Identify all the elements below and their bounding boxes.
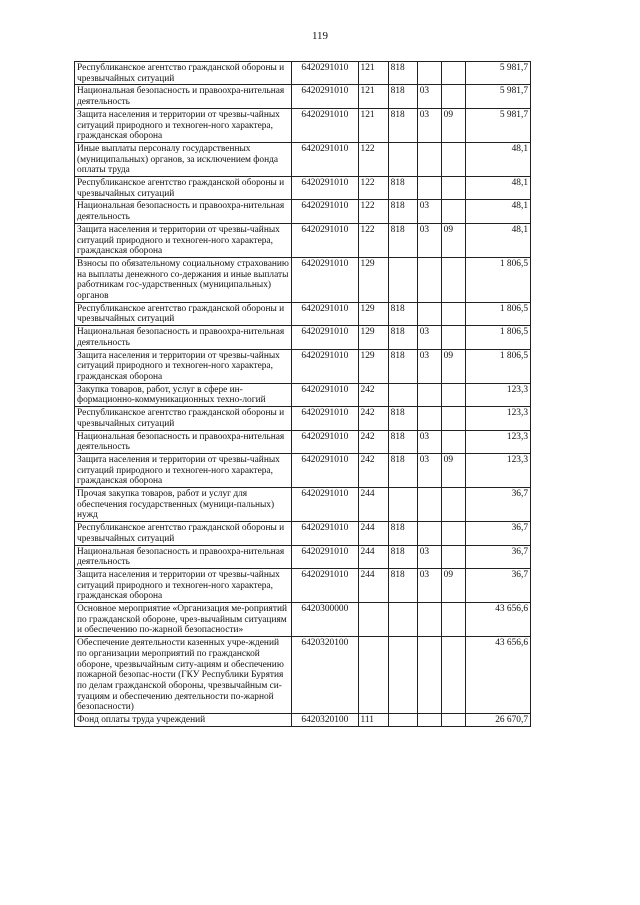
row-name-cell: Национальная безопасность и правоохра-нительная деятельность [75, 326, 292, 349]
section-code-cell [417, 142, 441, 176]
table-row [75, 637, 531, 714]
expense-type-cell: 121 [358, 85, 388, 108]
subsection-code-cell: 09 [441, 568, 465, 602]
table-row [75, 488, 531, 522]
subsection-code-cell [441, 603, 465, 637]
table-row [75, 142, 531, 176]
subsection-code-cell [441, 637, 465, 714]
amount-cell: 48,1 [465, 142, 530, 176]
subsection-code-cell: 09 [441, 223, 465, 257]
table-row [75, 407, 531, 430]
ministry-code-cell: 818 [388, 200, 417, 223]
table-row [75, 200, 531, 223]
expense-type-cell: 129 [358, 326, 388, 349]
table-row [75, 568, 531, 602]
target-code-cell: 6420291010 [292, 223, 358, 257]
target-code-cell: 6420320100 [292, 637, 358, 714]
target-code-cell: 6420291010 [292, 200, 358, 223]
ministry-code-cell: 818 [388, 62, 417, 85]
subsection-code-cell [441, 488, 465, 522]
row-name-cell: Республиканское агентство гражданской обороны и чрезвычайных ситуаций [75, 62, 292, 85]
row-name-cell: Республиканское агентство гражданской обороны и чрезвычайных ситуаций [75, 302, 292, 325]
row-name-cell: Республиканское агентство гражданской обороны и чрезвычайных ситуаций [75, 177, 292, 200]
ministry-code-cell [388, 637, 417, 714]
row-name-cell: Защита населения и территории от чрезвы-чайных ситуаций природного и техноген-ного характера, гражданская оборона [75, 453, 292, 487]
section-code-cell [417, 62, 441, 85]
table-row [75, 349, 531, 383]
amount-cell: 123,3 [465, 430, 530, 453]
target-code-cell: 6420291010 [292, 568, 358, 602]
section-code-cell [417, 177, 441, 200]
expense-type-cell: 122 [358, 223, 388, 257]
expense-type-cell [358, 637, 388, 714]
expense-type-cell: 122 [358, 177, 388, 200]
target-code-cell: 6420291010 [292, 302, 358, 325]
ministry-code-cell: 818 [388, 407, 417, 430]
subsection-code-cell [441, 430, 465, 453]
subsection-code-cell: 09 [441, 349, 465, 383]
target-code-cell: 6420291010 [292, 108, 358, 142]
row-name-cell: Защита населения и территории от чрезвы-чайных ситуаций природного и техноген-ного характера, гражданская оборона [75, 568, 292, 602]
budget-table [74, 61, 531, 727]
section-code-cell [417, 302, 441, 325]
table-row [75, 223, 531, 257]
table-row [75, 522, 531, 545]
amount-cell: 5 981,7 [465, 62, 530, 85]
table-row [75, 302, 531, 325]
table-row [75, 603, 531, 637]
table-row [75, 545, 531, 568]
amount-cell: 123,3 [465, 407, 530, 430]
row-name-cell: Основное мероприятие «Организация ме-роприятий по гражданской обороне, чрез-вычайным ситуациям и обеспечению по-жарной безопасности» [75, 603, 292, 637]
ministry-code-cell: 818 [388, 177, 417, 200]
expense-type-cell [358, 603, 388, 637]
row-name-cell: Закупка товаров, работ, услуг в сфере ин-формационно-коммуникационных техно-логий [75, 383, 292, 406]
page-number: 119 [311, 30, 329, 42]
row-name-cell: Национальная безопасность и правоохра-нительная деятельность [75, 430, 292, 453]
subsection-code-cell: 09 [441, 108, 465, 142]
row-name-cell: Фонд оплаты труда учреждений [75, 714, 292, 727]
subsection-code-cell [441, 302, 465, 325]
section-code-cell: 03 [417, 85, 441, 108]
expense-type-cell: 121 [358, 108, 388, 142]
ministry-code-cell [388, 383, 417, 406]
target-code-cell: 6420291010 [292, 349, 358, 383]
amount-cell: 48,1 [465, 223, 530, 257]
row-name-cell: Национальная безопасность и правоохра-нительная деятельность [75, 85, 292, 108]
ministry-code-cell: 818 [388, 349, 417, 383]
section-code-cell: 03 [417, 545, 441, 568]
row-name-cell: Республиканское агентство гражданской обороны и чрезвычайных ситуаций [75, 522, 292, 545]
target-code-cell: 6420291010 [292, 257, 358, 302]
expense-type-cell: 122 [358, 142, 388, 176]
ministry-code-cell: 818 [388, 223, 417, 257]
row-name-cell: Защита населения и территории от чрезвы-чайных ситуаций природного и техноген-ного характера, гражданская оборона [75, 223, 292, 257]
subsection-code-cell [441, 326, 465, 349]
amount-cell: 1 806,5 [465, 257, 530, 302]
expense-type-cell: 129 [358, 257, 388, 302]
expense-type-cell: 242 [358, 430, 388, 453]
expense-type-cell: 121 [358, 62, 388, 85]
ministry-code-cell: 818 [388, 430, 417, 453]
section-code-cell [417, 407, 441, 430]
ministry-code-cell: 818 [388, 108, 417, 142]
amount-cell: 5 981,7 [465, 85, 530, 108]
expense-type-cell: 129 [358, 349, 388, 383]
expense-type-cell: 242 [358, 407, 388, 430]
ministry-code-cell: 818 [388, 453, 417, 487]
expense-type-cell: 244 [358, 568, 388, 602]
subsection-code-cell [441, 522, 465, 545]
target-code-cell: 6420291010 [292, 142, 358, 176]
ministry-code-cell [388, 142, 417, 176]
amount-cell: 36,7 [465, 568, 530, 602]
row-name-cell: Национальная безопасность и правоохра-нительная деятельность [75, 200, 292, 223]
budget-table-body [75, 62, 531, 727]
section-code-cell: 03 [417, 326, 441, 349]
expense-type-cell: 242 [358, 383, 388, 406]
subsection-code-cell [441, 714, 465, 727]
target-code-cell: 6420291010 [292, 177, 358, 200]
ministry-code-cell: 818 [388, 326, 417, 349]
ministry-code-cell: 818 [388, 302, 417, 325]
section-code-cell: 03 [417, 108, 441, 142]
target-code-cell: 6420320100 [292, 714, 358, 727]
subsection-code-cell [441, 177, 465, 200]
target-code-cell: 6420291010 [292, 488, 358, 522]
section-code-cell [417, 522, 441, 545]
amount-cell: 36,7 [465, 545, 530, 568]
table-row [75, 62, 531, 85]
amount-cell: 43 656,6 [465, 603, 530, 637]
amount-cell: 43 656,6 [465, 637, 530, 714]
ministry-code-cell: 818 [388, 85, 417, 108]
row-name-cell: Защита населения и территории от чрезвы-чайных ситуаций природного и техноген-ного характера, гражданская оборона [75, 349, 292, 383]
target-code-cell: 6420291010 [292, 430, 358, 453]
subsection-code-cell [441, 142, 465, 176]
subsection-code-cell [441, 62, 465, 85]
section-code-cell [417, 383, 441, 406]
amount-cell: 36,7 [465, 488, 530, 522]
table-row [75, 714, 531, 727]
target-code-cell: 6420291010 [292, 383, 358, 406]
section-code-cell: 03 [417, 349, 441, 383]
section-code-cell [417, 603, 441, 637]
section-code-cell: 03 [417, 430, 441, 453]
section-code-cell [417, 637, 441, 714]
target-code-cell: 6420291010 [292, 522, 358, 545]
subsection-code-cell [441, 407, 465, 430]
row-name-cell: Защита населения и территории от чрезвы-чайных ситуаций природного и техноген-ного характера, гражданская оборона [75, 108, 292, 142]
amount-cell: 48,1 [465, 200, 530, 223]
subsection-code-cell [441, 200, 465, 223]
subsection-code-cell [441, 257, 465, 302]
row-name-cell: Национальная безопасность и правоохра-нительная деятельность [75, 545, 292, 568]
ministry-code-cell [388, 488, 417, 522]
row-name-cell: Взносы по обязательному социальному страхованию на выплаты денежного со-держания и иные выплаты работникам гос-ударственных (муниципальных) органов [75, 257, 292, 302]
section-code-cell: 03 [417, 223, 441, 257]
target-code-cell: 6420291010 [292, 453, 358, 487]
expense-type-cell: 244 [358, 522, 388, 545]
ministry-code-cell [388, 257, 417, 302]
section-code-cell: 03 [417, 453, 441, 487]
ministry-code-cell [388, 714, 417, 727]
amount-cell: 26 670,7 [465, 714, 530, 727]
target-code-cell: 6420291010 [292, 545, 358, 568]
table-row [75, 453, 531, 487]
table-row [75, 430, 531, 453]
amount-cell: 123,3 [465, 383, 530, 406]
section-code-cell: 03 [417, 200, 441, 223]
expense-type-cell: 122 [358, 200, 388, 223]
row-name-cell: Обеспечение деятельности казенных учре-ждений по организации мероприятий по гражданской обороне, чрезвычайным ситу-ациям и обеспечению пожарной безопас-ности (ГКУ Республики Бурятия по делам гражданской обороны, чрезвычайным си-туациям и обеспечению деятельности по-жарной безопасности) [75, 637, 292, 714]
row-name-cell: Республиканское агентство гражданской обороны и чрезвычайных ситуаций [75, 407, 292, 430]
amount-cell: 1 806,5 [465, 302, 530, 325]
target-code-cell: 6420291010 [292, 407, 358, 430]
expense-type-cell: 244 [358, 545, 388, 568]
row-name-cell: Прочая закупка товаров, работ и услуг для обеспечения государственных (муници-пальных) нужд [75, 488, 292, 522]
amount-cell: 48,1 [465, 177, 530, 200]
amount-cell: 5 981,7 [465, 108, 530, 142]
expense-type-cell: 244 [358, 488, 388, 522]
table-row [75, 177, 531, 200]
ministry-code-cell: 818 [388, 568, 417, 602]
amount-cell: 1 806,5 [465, 349, 530, 383]
ministry-code-cell: 818 [388, 545, 417, 568]
amount-cell: 123,3 [465, 453, 530, 487]
expense-type-cell: 111 [358, 714, 388, 727]
table-row [75, 85, 531, 108]
target-code-cell: 6420291010 [292, 62, 358, 85]
subsection-code-cell [441, 383, 465, 406]
target-code-cell: 6420300000 [292, 603, 358, 637]
subsection-code-cell: 09 [441, 453, 465, 487]
table-row [75, 108, 531, 142]
amount-cell: 1 806,5 [465, 326, 530, 349]
subsection-code-cell [441, 545, 465, 568]
target-code-cell: 6420291010 [292, 85, 358, 108]
expense-type-cell: 242 [358, 453, 388, 487]
table-row [75, 383, 531, 406]
expense-type-cell: 129 [358, 302, 388, 325]
amount-cell: 36,7 [465, 522, 530, 545]
target-code-cell: 6420291010 [292, 326, 358, 349]
ministry-code-cell: 818 [388, 522, 417, 545]
section-code-cell: 03 [417, 568, 441, 602]
ministry-code-cell [388, 603, 417, 637]
row-name-cell: Иные выплаты персоналу государственных (муниципальных) органов, за исключением фонда оплаты труда [75, 142, 292, 176]
section-code-cell [417, 714, 441, 727]
table-row [75, 326, 531, 349]
section-code-cell [417, 488, 441, 522]
table-row [75, 257, 531, 302]
section-code-cell [417, 257, 441, 302]
subsection-code-cell [441, 85, 465, 108]
